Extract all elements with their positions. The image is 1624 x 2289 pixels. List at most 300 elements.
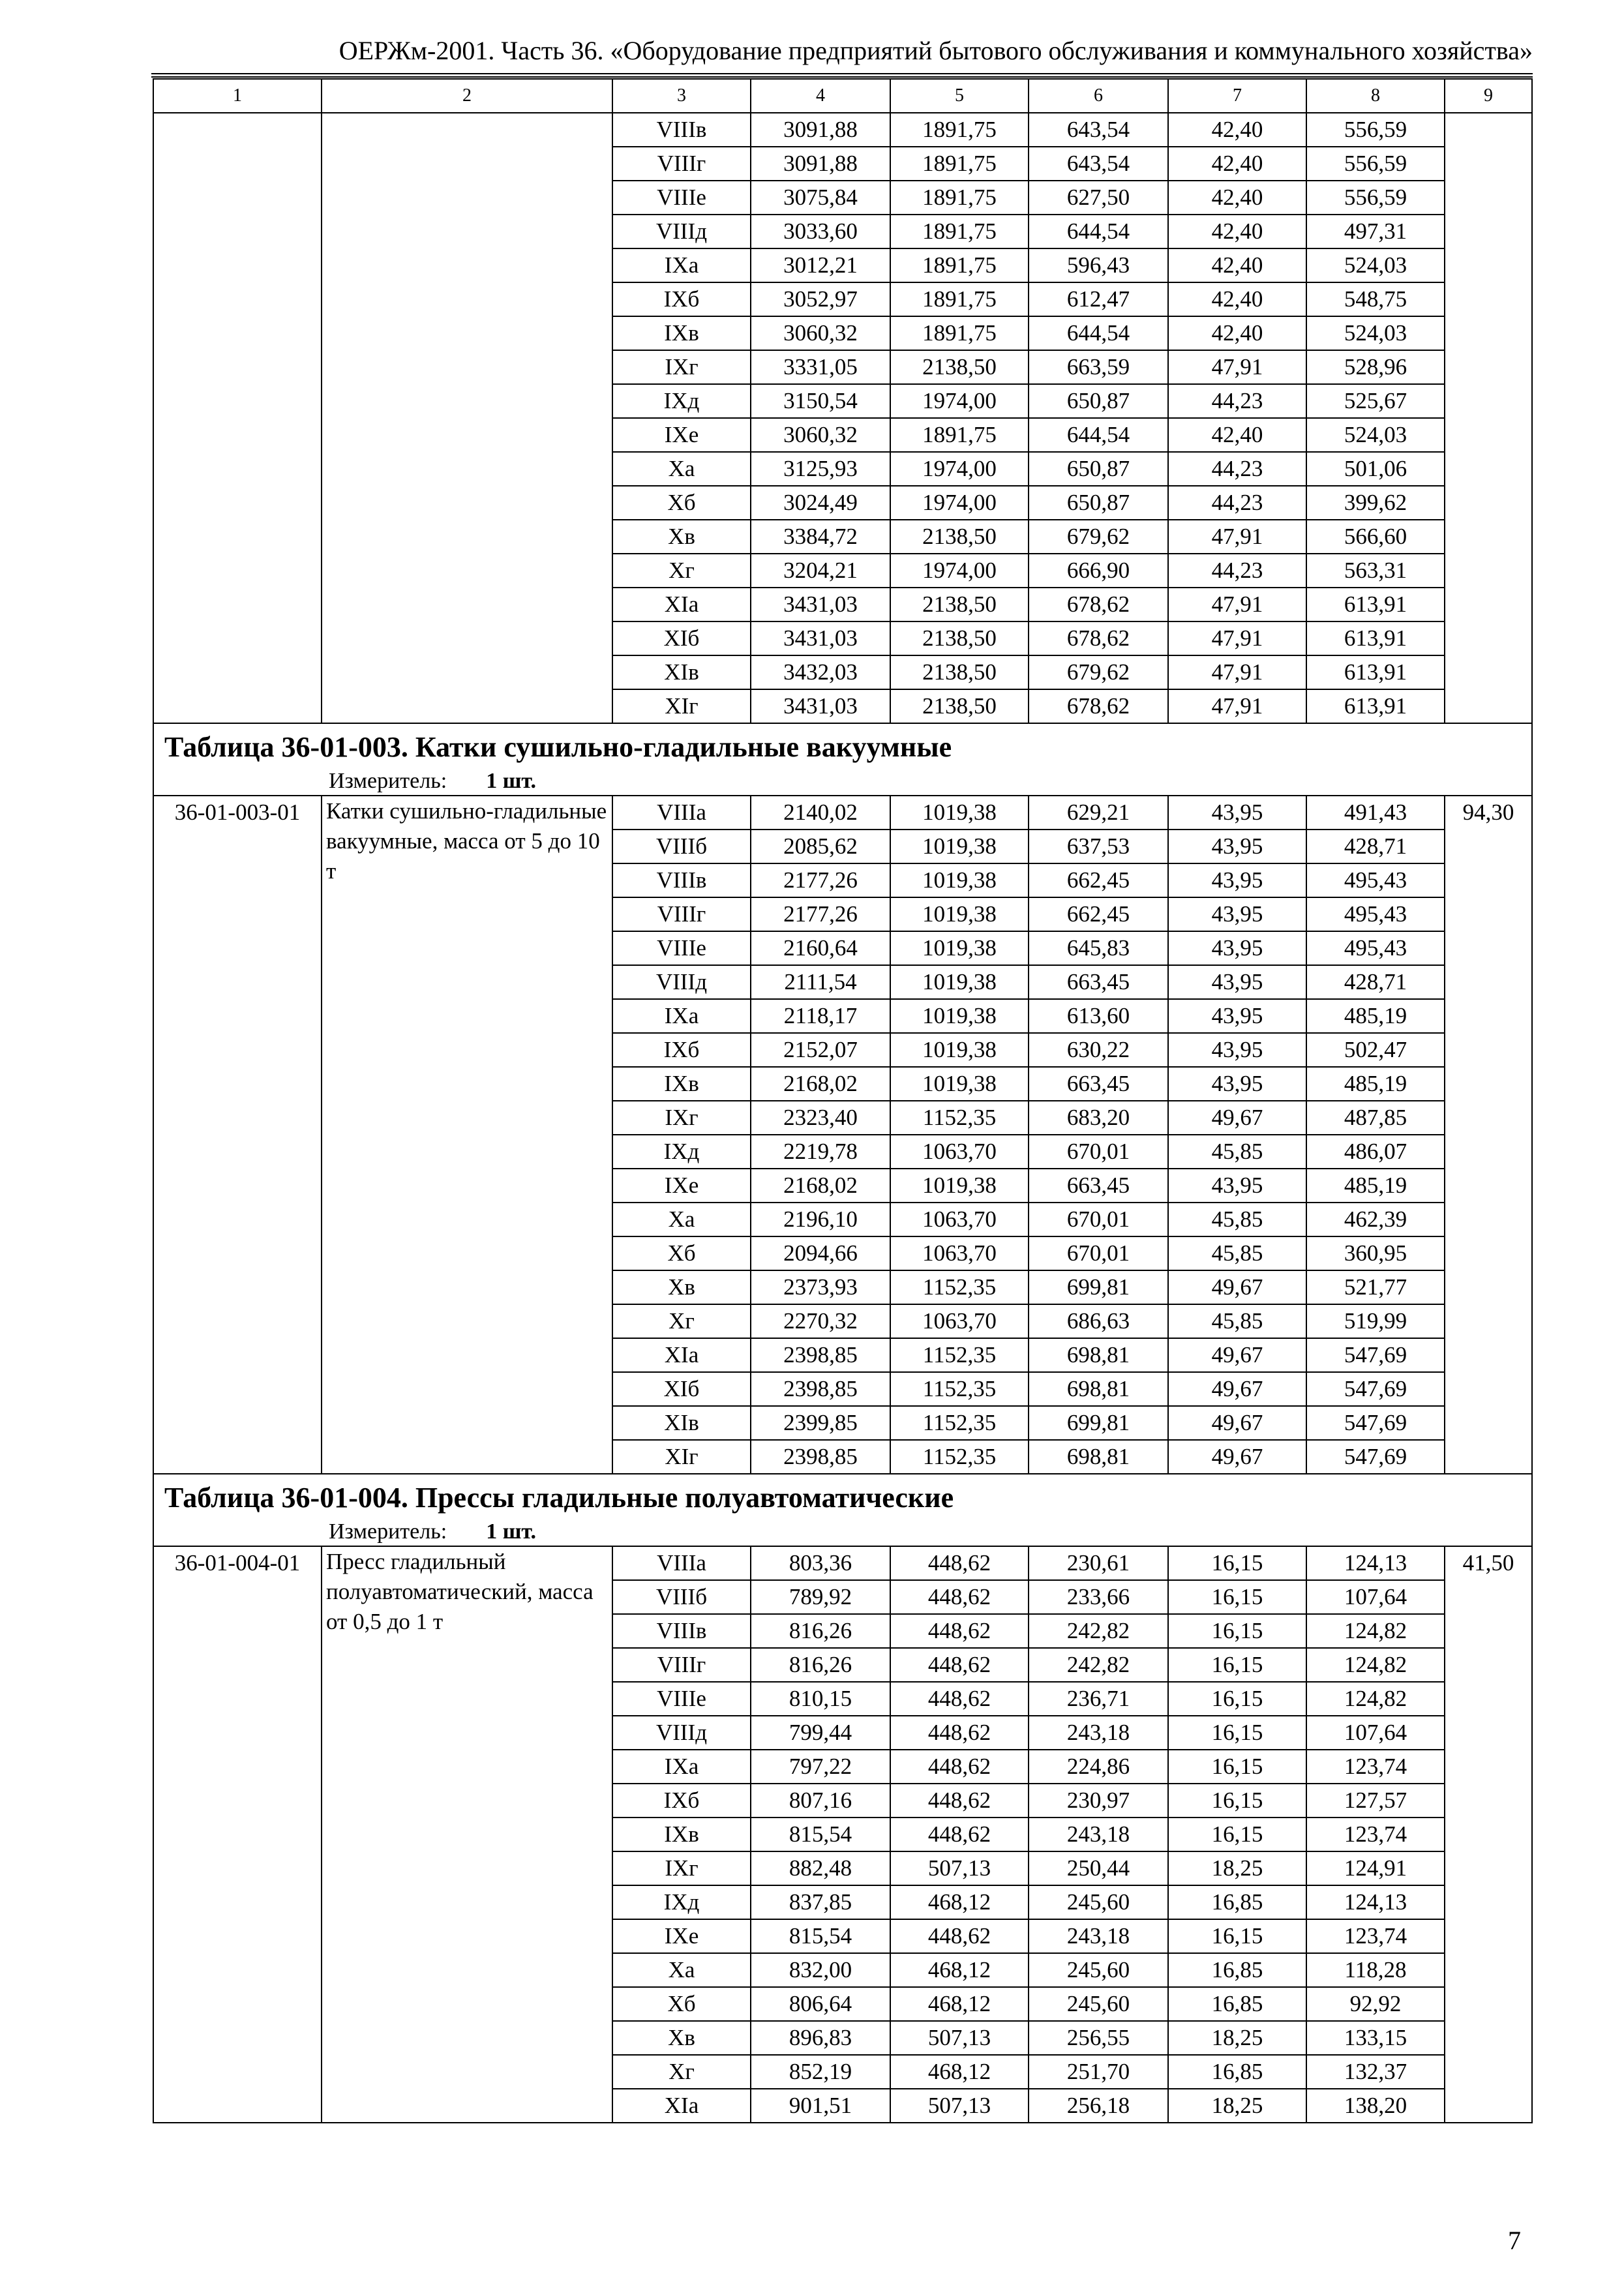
value-cell: 18,25: [1168, 2021, 1306, 2055]
value-cell: 1019,38: [890, 897, 1029, 931]
measure-unit: 1 шт.: [486, 768, 537, 793]
value-cell: 521,77: [1306, 1270, 1445, 1304]
value-cell: 3091,88: [751, 147, 890, 181]
value-cell: 43,95: [1168, 1169, 1306, 1203]
value-cell: 3431,03: [751, 621, 890, 655]
value-cell: 1891,75: [890, 316, 1029, 350]
column-number: 2: [322, 79, 612, 113]
value-cell: 663,45: [1029, 1169, 1168, 1203]
zone-cell: IXв: [612, 1818, 751, 1851]
value-cell: 650,87: [1029, 452, 1168, 486]
value-cell: 3331,05: [751, 350, 890, 384]
value-cell: 2138,50: [890, 621, 1029, 655]
value-cell: 629,21: [1029, 796, 1168, 830]
value-cell: 124,13: [1306, 1885, 1445, 1919]
value-cell: 123,74: [1306, 1818, 1445, 1851]
value-cell: 42,40: [1168, 418, 1306, 452]
value-cell: 556,59: [1306, 113, 1445, 147]
value-cell: 613,91: [1306, 588, 1445, 621]
value-cell: 43,95: [1168, 796, 1306, 830]
value-cell: 47,91: [1168, 350, 1306, 384]
value-cell: 245,60: [1029, 1987, 1168, 2021]
column-number: 1: [153, 79, 322, 113]
zone-cell: Xа: [612, 1953, 751, 1987]
value-cell: 256,55: [1029, 2021, 1168, 2055]
col9-value: 41,50: [1445, 1546, 1532, 2123]
value-cell: 1152,35: [890, 1406, 1029, 1440]
value-cell: 42,40: [1168, 215, 1306, 248]
value-cell: 2138,50: [890, 350, 1029, 384]
zone-cell: IXб: [612, 1033, 751, 1067]
zone-cell: Xа: [612, 452, 751, 486]
value-cell: 16,15: [1168, 1919, 1306, 1953]
value-cell: 1152,35: [890, 1101, 1029, 1135]
value-cell: 45,85: [1168, 1236, 1306, 1270]
value-cell: 1152,35: [890, 1270, 1029, 1304]
column-number: 6: [1029, 79, 1168, 113]
value-cell: 2323,40: [751, 1101, 890, 1135]
zone-cell: VIIIд: [612, 965, 751, 999]
zone-cell: IXе: [612, 1169, 751, 1203]
col9-cell-continued: [1445, 113, 1532, 723]
zone-cell: IXд: [612, 1885, 751, 1919]
value-cell: 683,20: [1029, 1101, 1168, 1135]
value-cell: 2270,32: [751, 1304, 890, 1338]
rate-description: Пресс гладильный полуавтоматический, масса от 0,5 до 1 т: [322, 1546, 612, 2123]
value-cell: 3431,03: [751, 588, 890, 621]
value-cell: 2160,64: [751, 931, 890, 965]
value-cell: 3204,21: [751, 554, 890, 588]
value-cell: 2138,50: [890, 655, 1029, 689]
value-cell: 650,87: [1029, 384, 1168, 418]
value-cell: 428,71: [1306, 830, 1445, 863]
value-cell: 528,96: [1306, 350, 1445, 384]
value-cell: 132,37: [1306, 2055, 1445, 2089]
zone-cell: Xв: [612, 2021, 751, 2055]
value-cell: 138,20: [1306, 2089, 1445, 2123]
value-cell: 1019,38: [890, 965, 1029, 999]
value-cell: 643,54: [1029, 147, 1168, 181]
zone-cell: Xв: [612, 1270, 751, 1304]
value-cell: 49,67: [1168, 1338, 1306, 1372]
value-cell: 250,44: [1029, 1851, 1168, 1885]
value-cell: 495,43: [1306, 931, 1445, 965]
zone-cell: VIIIв: [612, 863, 751, 897]
zone-cell: VIIIб: [612, 830, 751, 863]
value-cell: 816,26: [751, 1614, 890, 1648]
value-cell: 663,45: [1029, 965, 1168, 999]
value-cell: 133,15: [1306, 2021, 1445, 2055]
value-cell: 2140,02: [751, 796, 890, 830]
code-cell-continued: [153, 113, 322, 723]
value-cell: 613,91: [1306, 689, 1445, 723]
value-cell: 485,19: [1306, 1169, 1445, 1203]
value-cell: 1063,70: [890, 1135, 1029, 1169]
value-cell: 497,31: [1306, 215, 1445, 248]
value-cell: 2085,62: [751, 830, 890, 863]
value-cell: 566,60: [1306, 520, 1445, 554]
zone-cell: VIIIе: [612, 931, 751, 965]
value-cell: 16,15: [1168, 1818, 1306, 1851]
value-cell: 399,62: [1306, 486, 1445, 520]
value-cell: 2138,50: [890, 588, 1029, 621]
zone-cell: IXг: [612, 350, 751, 384]
value-cell: 224,86: [1029, 1750, 1168, 1784]
value-cell: 3125,93: [751, 452, 890, 486]
value-cell: 448,62: [890, 1580, 1029, 1614]
value-cell: 1063,70: [890, 1203, 1029, 1236]
table-title-row: [153, 723, 1532, 767]
value-cell: 613,60: [1029, 999, 1168, 1033]
value-cell: 44,23: [1168, 554, 1306, 588]
zone-cell: XIа: [612, 1338, 751, 1372]
value-cell: 3024,49: [751, 486, 890, 520]
value-cell: 832,00: [751, 1953, 890, 1987]
value-cell: 2111,54: [751, 965, 890, 999]
value-cell: 670,01: [1029, 1135, 1168, 1169]
value-cell: 816,26: [751, 1648, 890, 1682]
value-cell: 43,95: [1168, 965, 1306, 999]
value-cell: 1019,38: [890, 931, 1029, 965]
value-cell: 662,45: [1029, 897, 1168, 931]
value-cell: 662,45: [1029, 863, 1168, 897]
value-cell: 901,51: [751, 2089, 890, 2123]
zone-cell: Xв: [612, 520, 751, 554]
description-cell-continued: [322, 113, 612, 723]
value-cell: 2168,02: [751, 1169, 890, 1203]
value-cell: 627,50: [1029, 181, 1168, 215]
value-cell: 613,91: [1306, 655, 1445, 689]
value-cell: 123,74: [1306, 1919, 1445, 1953]
value-cell: 49,67: [1168, 1440, 1306, 1474]
value-cell: 3431,03: [751, 689, 890, 723]
table-title: Таблица 36-01-003. Катки сушильно-гладильные вакуумные: [164, 731, 952, 763]
table-title-row: [153, 1474, 1532, 1518]
zone-cell: VIIIб: [612, 1580, 751, 1614]
value-cell: 1019,38: [890, 830, 1029, 863]
zone-cell: XIа: [612, 2089, 751, 2123]
rate-code: 36-01-004-01: [153, 1546, 322, 2123]
zone-cell: VIIIа: [612, 1546, 751, 1580]
value-cell: 43,95: [1168, 830, 1306, 863]
value-cell: 448,62: [890, 1818, 1029, 1851]
measure-label: Измеритель:: [329, 1519, 447, 1544]
value-cell: 1974,00: [890, 384, 1029, 418]
value-cell: 1891,75: [890, 215, 1029, 248]
value-cell: 670,01: [1029, 1236, 1168, 1270]
value-cell: 16,15: [1168, 1716, 1306, 1750]
value-cell: 556,59: [1306, 147, 1445, 181]
value-cell: 448,62: [890, 1919, 1029, 1953]
value-cell: 42,40: [1168, 147, 1306, 181]
zone-cell: IXб: [612, 1784, 751, 1818]
value-cell: 448,62: [890, 1546, 1029, 1580]
value-cell: 16,85: [1168, 1987, 1306, 2021]
column-number: 9: [1445, 79, 1532, 113]
zone-cell: XIб: [612, 1372, 751, 1406]
table-row: [153, 1546, 1532, 1580]
value-cell: 1019,38: [890, 863, 1029, 897]
zone-cell: IXв: [612, 316, 751, 350]
zone-cell: XIб: [612, 621, 751, 655]
value-cell: 49,67: [1168, 1406, 1306, 1440]
value-cell: 18,25: [1168, 2089, 1306, 2123]
value-cell: 2138,50: [890, 689, 1029, 723]
zone-cell: IXв: [612, 1067, 751, 1101]
zone-cell: VIIIг: [612, 897, 751, 931]
column-number: 8: [1306, 79, 1445, 113]
value-cell: 630,22: [1029, 1033, 1168, 1067]
zone-cell: IXд: [612, 1135, 751, 1169]
value-cell: 16,15: [1168, 1784, 1306, 1818]
value-cell: 596,43: [1029, 248, 1168, 282]
value-cell: 852,19: [751, 2055, 890, 2089]
rate-description: Катки сушильно-гладильные вакуумные, масса от 5 до 10 т: [322, 796, 612, 1474]
zone-cell: VIIIе: [612, 181, 751, 215]
value-cell: 645,83: [1029, 931, 1168, 965]
value-cell: 507,13: [890, 2089, 1029, 2123]
value-cell: 698,81: [1029, 1372, 1168, 1406]
zone-cell: XIа: [612, 588, 751, 621]
zone-cell: IXе: [612, 418, 751, 452]
value-cell: 428,71: [1306, 965, 1445, 999]
value-cell: 491,43: [1306, 796, 1445, 830]
value-cell: 2094,66: [751, 1236, 890, 1270]
value-cell: 43,95: [1168, 999, 1306, 1033]
value-cell: 243,18: [1029, 1818, 1168, 1851]
value-cell: 1019,38: [890, 1033, 1029, 1067]
value-cell: 42,40: [1168, 248, 1306, 282]
value-cell: 1019,38: [890, 1169, 1029, 1203]
zone-cell: VIIIд: [612, 215, 751, 248]
value-cell: 3091,88: [751, 113, 890, 147]
value-cell: 233,66: [1029, 1580, 1168, 1614]
value-cell: 124,82: [1306, 1614, 1445, 1648]
zone-cell: Xг: [612, 1304, 751, 1338]
measure-row: [153, 767, 1532, 796]
value-cell: 2152,07: [751, 1033, 890, 1067]
value-cell: 1019,38: [890, 796, 1029, 830]
value-cell: 124,13: [1306, 1546, 1445, 1580]
value-cell: 2219,78: [751, 1135, 890, 1169]
value-cell: 896,83: [751, 2021, 890, 2055]
zone-cell: XIг: [612, 689, 751, 723]
value-cell: 2398,85: [751, 1372, 890, 1406]
column-number-row: [153, 79, 1532, 113]
value-cell: 16,85: [1168, 2055, 1306, 2089]
value-cell: 1974,00: [890, 452, 1029, 486]
value-cell: 3432,03: [751, 655, 890, 689]
value-cell: 468,12: [890, 1987, 1029, 2021]
value-cell: 468,12: [890, 1953, 1029, 1987]
value-cell: 547,69: [1306, 1338, 1445, 1372]
value-cell: 613,91: [1306, 621, 1445, 655]
value-cell: 448,62: [890, 1750, 1029, 1784]
value-cell: 16,15: [1168, 1614, 1306, 1648]
value-cell: 44,23: [1168, 452, 1306, 486]
zone-cell: IXг: [612, 1101, 751, 1135]
value-cell: 806,64: [751, 1987, 890, 2021]
value-cell: 637,53: [1029, 830, 1168, 863]
value-cell: 678,62: [1029, 588, 1168, 621]
value-cell: 3033,60: [751, 215, 890, 248]
value-cell: 251,70: [1029, 2055, 1168, 2089]
value-cell: 797,22: [751, 1750, 890, 1784]
value-cell: 230,61: [1029, 1546, 1168, 1580]
value-cell: 815,54: [751, 1818, 890, 1851]
value-cell: 230,97: [1029, 1784, 1168, 1818]
value-cell: 43,95: [1168, 1067, 1306, 1101]
zone-cell: Xб: [612, 1987, 751, 2021]
column-number: 3: [612, 79, 751, 113]
value-cell: 45,85: [1168, 1304, 1306, 1338]
value-cell: 243,18: [1029, 1919, 1168, 1953]
table-row: [153, 796, 1532, 830]
value-cell: 678,62: [1029, 621, 1168, 655]
zone-cell: IXд: [612, 384, 751, 418]
measure-line: [158, 768, 1527, 794]
value-cell: 16,15: [1168, 1750, 1306, 1784]
running-header: ОЕРЖм-2001. Часть 36. «Оборудование предприятий бытового обслуживания и коммунального хозяйства»: [338, 36, 1533, 65]
value-cell: 42,40: [1168, 113, 1306, 147]
value-cell: 807,16: [751, 1784, 890, 1818]
value-cell: 502,47: [1306, 1033, 1445, 1067]
table-row: [153, 113, 1532, 147]
value-cell: 524,03: [1306, 316, 1445, 350]
value-cell: 47,91: [1168, 689, 1306, 723]
value-cell: 18,25: [1168, 1851, 1306, 1885]
value-cell: 644,54: [1029, 316, 1168, 350]
value-cell: 448,62: [890, 1716, 1029, 1750]
value-cell: 47,91: [1168, 520, 1306, 554]
value-cell: 643,54: [1029, 113, 1168, 147]
zone-cell: IXе: [612, 1919, 751, 1953]
value-cell: 47,91: [1168, 588, 1306, 621]
value-cell: 486,07: [1306, 1135, 1445, 1169]
zone-cell: VIIIв: [612, 1614, 751, 1648]
zone-cell: IXа: [612, 248, 751, 282]
value-cell: 16,15: [1168, 1682, 1306, 1716]
value-cell: 519,99: [1306, 1304, 1445, 1338]
column-number: 7: [1168, 79, 1306, 113]
value-cell: 42,40: [1168, 282, 1306, 316]
value-cell: 16,15: [1168, 1648, 1306, 1682]
value-cell: 2398,85: [751, 1440, 890, 1474]
value-cell: 44,23: [1168, 486, 1306, 520]
value-cell: 3384,72: [751, 520, 890, 554]
value-cell: 49,67: [1168, 1372, 1306, 1406]
value-cell: 799,44: [751, 1716, 890, 1750]
value-cell: 837,85: [751, 1885, 890, 1919]
value-cell: 644,54: [1029, 215, 1168, 248]
value-cell: 644,54: [1029, 418, 1168, 452]
value-cell: 3060,32: [751, 316, 890, 350]
value-cell: 1974,00: [890, 554, 1029, 588]
value-cell: 789,92: [751, 1580, 890, 1614]
value-cell: 699,81: [1029, 1406, 1168, 1440]
value-cell: 1019,38: [890, 999, 1029, 1033]
value-cell: 612,47: [1029, 282, 1168, 316]
value-cell: 2398,85: [751, 1338, 890, 1372]
rates-table: [153, 78, 1533, 2123]
value-cell: 43,95: [1168, 897, 1306, 931]
value-cell: 2373,93: [751, 1270, 890, 1304]
value-cell: 1891,75: [890, 181, 1029, 215]
value-cell: 1152,35: [890, 1338, 1029, 1372]
value-cell: 2118,17: [751, 999, 890, 1033]
value-cell: 485,19: [1306, 1067, 1445, 1101]
rate-code: 36-01-003-01: [153, 796, 322, 1474]
value-cell: 42,40: [1168, 316, 1306, 350]
zone-cell: XIг: [612, 1440, 751, 1474]
value-cell: 650,87: [1029, 486, 1168, 520]
value-cell: 123,74: [1306, 1750, 1445, 1784]
header-rule: [151, 73, 1533, 78]
value-cell: 47,91: [1168, 655, 1306, 689]
value-cell: 663,45: [1029, 1067, 1168, 1101]
value-cell: 107,64: [1306, 1716, 1445, 1750]
value-cell: 242,82: [1029, 1648, 1168, 1682]
value-cell: 524,03: [1306, 248, 1445, 282]
value-cell: 49,67: [1168, 1270, 1306, 1304]
zone-cell: Xа: [612, 1203, 751, 1236]
value-cell: 679,62: [1029, 520, 1168, 554]
value-cell: 547,69: [1306, 1406, 1445, 1440]
value-cell: 43,95: [1168, 931, 1306, 965]
value-cell: 563,31: [1306, 554, 1445, 588]
value-cell: 803,36: [751, 1546, 890, 1580]
value-cell: 698,81: [1029, 1338, 1168, 1372]
value-cell: 124,82: [1306, 1648, 1445, 1682]
value-cell: 1063,70: [890, 1304, 1029, 1338]
value-cell: 679,62: [1029, 655, 1168, 689]
value-cell: 243,18: [1029, 1716, 1168, 1750]
value-cell: 242,82: [1029, 1614, 1168, 1648]
zone-cell: Xб: [612, 1236, 751, 1270]
measure-line: [158, 1519, 1527, 1545]
value-cell: 448,62: [890, 1682, 1029, 1716]
value-cell: 1974,00: [890, 486, 1029, 520]
value-cell: 699,81: [1029, 1270, 1168, 1304]
value-cell: 2168,02: [751, 1067, 890, 1101]
value-cell: 1152,35: [890, 1372, 1029, 1406]
value-cell: 256,18: [1029, 2089, 1168, 2123]
column-number: 4: [751, 79, 890, 113]
value-cell: 2196,10: [751, 1203, 890, 1236]
value-cell: 548,75: [1306, 282, 1445, 316]
value-cell: 45,85: [1168, 1203, 1306, 1236]
value-cell: 525,67: [1306, 384, 1445, 418]
value-cell: 2138,50: [890, 520, 1029, 554]
column-number: 5: [890, 79, 1029, 113]
zone-cell: VIIIг: [612, 147, 751, 181]
col9-value: 94,30: [1445, 796, 1532, 1474]
value-cell: 245,60: [1029, 1885, 1168, 1919]
value-cell: 16,85: [1168, 1885, 1306, 1919]
value-cell: 1019,38: [890, 1067, 1029, 1101]
measure-row: [153, 1518, 1532, 1546]
value-cell: 810,15: [751, 1682, 890, 1716]
value-cell: 495,43: [1306, 863, 1445, 897]
value-cell: 47,91: [1168, 621, 1306, 655]
value-cell: 3150,54: [751, 384, 890, 418]
value-cell: 663,59: [1029, 350, 1168, 384]
value-cell: 1891,75: [890, 418, 1029, 452]
zone-cell: Xб: [612, 486, 751, 520]
value-cell: 448,62: [890, 1648, 1029, 1682]
value-cell: 468,12: [890, 1885, 1029, 1919]
value-cell: 1891,75: [890, 248, 1029, 282]
